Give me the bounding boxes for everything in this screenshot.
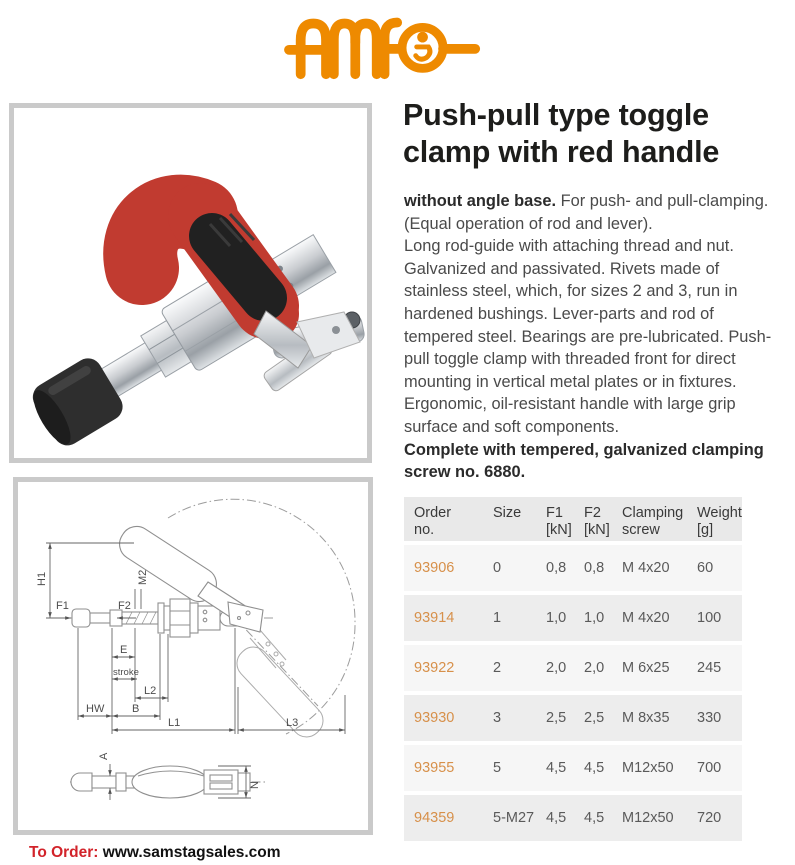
order-url[interactable]: www.samstagsales.com: [102, 844, 281, 861]
description-line: screw no. 6880.: [404, 463, 526, 482]
dimension-label-stroke: stroke: [113, 667, 139, 678]
description-line: hardened bushings. Lever-parts and rod of: [404, 304, 714, 323]
size-cell: 2: [493, 660, 502, 676]
clamp-side-view: [72, 520, 263, 637]
description-line: Long rod-guide with attaching thread and nut.: [404, 237, 734, 256]
table-row: [404, 745, 742, 795]
description-line: without angle base. For push- and pull-clamping.: [404, 192, 769, 210]
dimension-label-e: E: [120, 644, 128, 656]
f2-cell: 1,0: [584, 610, 605, 626]
weight-cell: 245: [697, 660, 722, 676]
col-header-order-no: Order no.: [414, 505, 452, 538]
f1-cell: 2,5: [546, 710, 567, 726]
description-line: surface and soft components.: [404, 417, 620, 436]
description-line: Galvanized and passivated. Rivets made of: [404, 259, 720, 278]
clamping-screw-cell: M12x50: [622, 760, 674, 776]
dimension-label-f1: F1: [56, 600, 69, 612]
ghost-handle: [231, 630, 329, 743]
f2-cell: 4,5: [584, 810, 605, 826]
page-title: [403, 97, 791, 171]
technical-drawing: [18, 482, 368, 830]
table-body: [404, 545, 742, 845]
table-row: [404, 695, 742, 745]
table-row: [404, 645, 742, 695]
clamping-screw-cell: M 4x20: [622, 560, 670, 576]
title-line-1: Push-pull type toggle: [403, 98, 709, 132]
table-row: [404, 795, 742, 845]
description-line: Ergonomic, oil-resistant handle with large grip: [404, 395, 736, 414]
description-line: pull toggle clamp with threaded front for direct: [404, 350, 736, 369]
size-cell: 5: [493, 760, 502, 776]
weight-cell: 330: [697, 710, 722, 726]
weight-cell: 100: [697, 610, 722, 626]
weight-cell: 700: [697, 760, 722, 776]
to-order-label: To Order:: [29, 844, 99, 861]
table-row: [404, 595, 742, 645]
product-photo-frame: [9, 103, 372, 463]
order-number[interactable]: 93930: [414, 710, 455, 726]
title-line-2: clamp with red handle: [403, 135, 720, 169]
amf-logo: [283, 4, 488, 82]
dimension-label-h1: H1: [36, 571, 48, 586]
col-header-clamping-screw: Clamping screw: [622, 505, 684, 538]
table-row: [404, 545, 742, 595]
order-footer: [29, 844, 281, 862]
f1-cell: 4,5: [546, 760, 567, 776]
dimension-label-l2: L2: [144, 685, 157, 697]
description-line: mounting in vertical metal plates or in fixtures.: [404, 372, 737, 391]
size-cell: 1: [493, 610, 502, 626]
size-cell: 0: [493, 560, 502, 576]
col-header-f2: F2 [kN]: [584, 505, 610, 538]
clamping-screw-cell: M 4x20: [622, 610, 670, 626]
product-description: [404, 190, 792, 484]
description-line: Complete with tempered, galvanized clamping: [404, 440, 764, 459]
f2-cell: 4,5: [584, 760, 605, 776]
dimension-label-m2: M2: [137, 569, 149, 585]
f2-cell: 2,0: [584, 660, 605, 676]
dimension-label-l3: L3: [286, 717, 299, 729]
f1-cell: 4,5: [546, 810, 567, 826]
col-header-weight: Weight [g]: [697, 505, 742, 538]
clamping-screw-cell: M 6x25: [622, 660, 670, 676]
technical-drawing-frame: [13, 477, 373, 835]
clamping-screw-cell: M 8x35: [622, 710, 670, 726]
weight-cell: 60: [697, 560, 714, 576]
dimension-label-a: A: [98, 752, 110, 760]
weight-cell: 720: [697, 810, 722, 826]
f2-cell: 2,5: [584, 710, 605, 726]
description-line: tempered steel. Bearings are pre-lubricated. Push-: [404, 327, 772, 346]
col-header-size: Size: [493, 505, 522, 521]
order-number[interactable]: 93955: [414, 760, 455, 776]
clamp-plan-view: [70, 766, 266, 798]
amf-logo-graphic: [283, 4, 488, 82]
table-header-row: [404, 497, 742, 545]
logo-clamp-icon: [416, 32, 430, 59]
product-table: [404, 497, 742, 845]
dimension-label-l1: L1: [168, 717, 181, 729]
dimension-label-f2: F2: [118, 600, 131, 612]
order-number[interactable]: 93914: [414, 610, 455, 626]
clamping-screw-cell: M12x50: [622, 810, 674, 826]
order-number[interactable]: 94359: [414, 810, 455, 826]
f2-cell: 0,8: [584, 560, 605, 576]
description-line: stainless steel, which, for sizes 2 and 3, run in: [404, 282, 738, 301]
f1-cell: 1,0: [546, 610, 567, 626]
size-cell: 3: [493, 710, 502, 726]
f1-cell: 2,0: [546, 660, 567, 676]
description-line: (Equal operation of rod and lever).: [404, 214, 653, 233]
dimension-label-n: N: [249, 781, 261, 789]
knob: [72, 609, 90, 627]
product-photo: [14, 108, 367, 458]
f1-cell: 0,8: [546, 560, 567, 576]
order-number[interactable]: 93922: [414, 660, 455, 676]
col-header-f1: F1 [kN]: [546, 505, 572, 538]
dimension-label-b: B: [132, 703, 140, 715]
size-cell: 5-M27: [493, 810, 535, 826]
dimension-label-hw: HW: [86, 703, 105, 715]
order-number[interactable]: 93906: [414, 560, 455, 576]
